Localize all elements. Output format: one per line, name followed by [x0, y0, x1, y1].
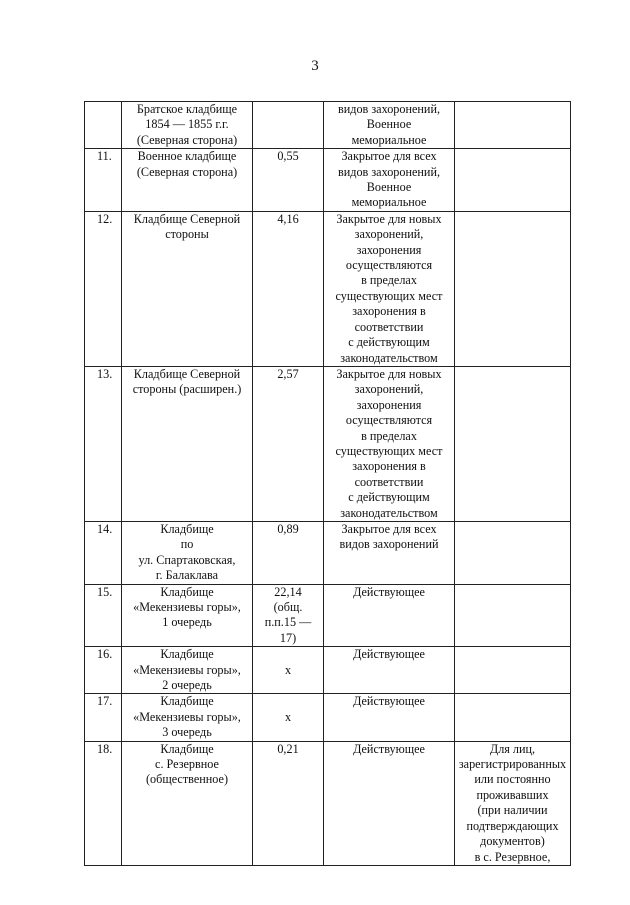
cemetery-name: Военное кладбище (Северная сторона) — [122, 149, 253, 212]
row-number: 15. — [85, 584, 122, 647]
note-text — [455, 366, 571, 521]
cemetery-name: Братское кладбище 1854 — 1855 г.г. (Северная сторона) — [122, 102, 253, 149]
table-row — [85, 211, 571, 366]
row-number: 12. — [85, 211, 122, 366]
status-text: видов захоронений, Военное мемориальное — [324, 102, 455, 149]
status-text: Закрытое для всех видов захоронений — [324, 521, 455, 584]
cemetery-name: Кладбище с. Резервное (общественное) — [122, 741, 253, 865]
note-text — [455, 102, 571, 149]
status-text: Действующее — [324, 694, 455, 741]
status-text: Действующее — [324, 741, 455, 865]
status-text: Действующее — [324, 647, 455, 694]
cemetery-name: Кладбище Северной стороны (расширен.) — [122, 366, 253, 521]
table-row — [85, 647, 571, 694]
area-value: 0,21 — [253, 741, 324, 865]
table-row — [85, 366, 571, 521]
note-text — [455, 211, 571, 366]
status-text: Закрытое для новых захоронений, захоронения осуществляются в пределах существующих мест захоронения в соответствии с действующим законодательством — [324, 211, 455, 366]
row-number: 17. — [85, 694, 122, 741]
table-row — [85, 102, 571, 149]
area-value: 4,16 — [253, 211, 324, 366]
row-number: 18. — [85, 741, 122, 865]
area-value: 0,89 — [253, 521, 324, 584]
area-value: 0,55 — [253, 149, 324, 212]
table-row — [85, 149, 571, 212]
page-number: 3 — [311, 58, 319, 74]
table-row — [85, 741, 571, 865]
note-text — [455, 694, 571, 741]
area-value: 22,14 (общ. п.п.15 — 17) — [253, 584, 324, 647]
table-row — [85, 521, 571, 584]
cemetery-name: Кладбище «Мекензиевы горы», 1 очередь — [122, 584, 253, 647]
cemetery-name: Кладбище по ул. Спартаковская, г. Балаклава — [122, 521, 253, 584]
note-text — [455, 149, 571, 212]
note-text — [455, 647, 571, 694]
cemetery-table — [84, 101, 571, 866]
cemetery-name: Кладбище Северной стороны — [122, 211, 253, 366]
status-text: Закрытое для новых захоронений, захоронения осуществляются в пределах существующих мест захоронения в соответствии с действующим законодательством — [324, 366, 455, 521]
note-text — [455, 584, 571, 647]
note-text — [455, 521, 571, 584]
row-number — [85, 102, 122, 149]
area-value: х — [253, 694, 324, 741]
row-number: 11. — [85, 149, 122, 212]
table-row — [85, 694, 571, 741]
row-number: 16. — [85, 647, 122, 694]
note-text: Для лиц, зарегистрированных или постоянно проживавших (при наличии подтверждающих документов) в с. Резервное, — [455, 741, 571, 865]
cemetery-name: Кладбище «Мекензиевы горы», 3 очередь — [122, 694, 253, 741]
cemetery-name: Кладбище «Мекензиевы горы», 2 очередь — [122, 647, 253, 694]
area-value: х — [253, 647, 324, 694]
table-row — [85, 584, 571, 647]
status-text: Закрытое для всех видов захоронений, Военное мемориальное — [324, 149, 455, 212]
area-value: 2,57 — [253, 366, 324, 521]
status-text: Действующее — [324, 584, 455, 647]
row-number: 14. — [85, 521, 122, 584]
row-number: 13. — [85, 366, 122, 521]
area-value — [253, 102, 324, 149]
